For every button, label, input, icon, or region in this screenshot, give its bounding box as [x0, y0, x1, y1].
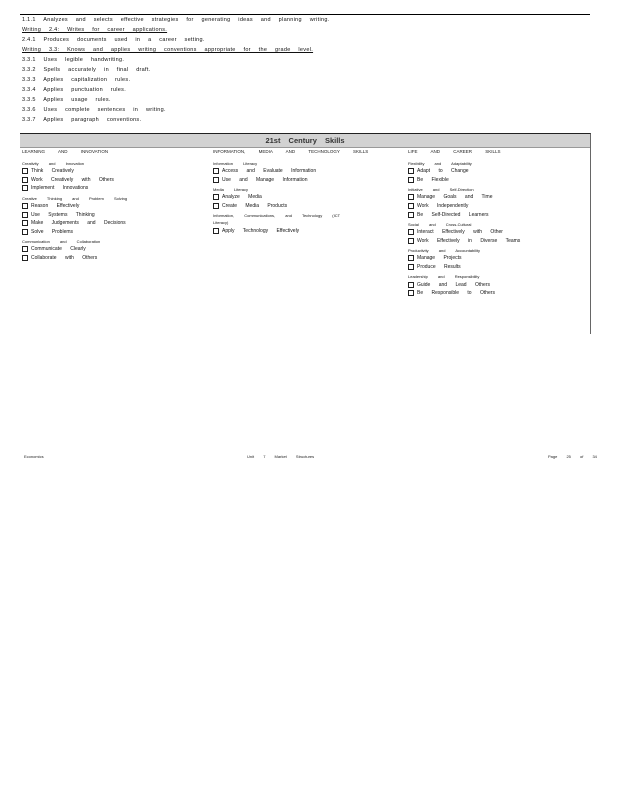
skill-item — [213, 193, 403, 202]
skill-item — [22, 184, 208, 193]
skill-item — [22, 219, 208, 228]
standard-line: 3.3.5 Applies usage rules. — [22, 97, 111, 103]
skill-label: Think Creatively — [31, 168, 74, 175]
checkbox[interactable] — [22, 246, 28, 252]
skill-item — [22, 176, 208, 185]
skill-label: Work Independently — [417, 203, 469, 210]
skill-item — [22, 202, 208, 211]
checkbox[interactable] — [213, 177, 219, 183]
checkbox[interactable] — [22, 212, 28, 218]
checkbox[interactable] — [22, 185, 28, 191]
skill-label: Use and Manage Information — [222, 176, 308, 183]
skill-item — [408, 280, 588, 289]
skill-label: Communicate Clearly — [31, 246, 86, 253]
group-title: Information Literacy — [213, 161, 258, 166]
checkbox[interactable] — [408, 264, 414, 270]
skill-label: Interact Effectively with Other — [417, 229, 503, 236]
checkbox[interactable] — [22, 168, 28, 174]
checkbox[interactable] — [22, 229, 28, 235]
standard-line: 3.3.3 Applies capitalization rules. — [22, 77, 131, 83]
group-title: Creative Thinking and Problem Solving — [22, 195, 128, 201]
skill-label: Create Media Products — [222, 203, 288, 210]
skill-item — [408, 210, 588, 219]
skill-item — [408, 202, 588, 211]
skill-item — [213, 167, 403, 176]
skill-label: Reason Effectively — [31, 203, 80, 210]
skill-item — [408, 263, 588, 272]
skill-item — [408, 228, 588, 237]
skill-label: Work Effectively in Diverse Teams — [417, 237, 521, 244]
skill-label: Solve Problems — [31, 228, 74, 235]
column-information-media-technology — [213, 148, 403, 235]
skill-label: Analyze Media — [222, 194, 262, 201]
checkbox[interactable] — [408, 212, 414, 218]
skill-label: Adapt to Change — [417, 168, 469, 175]
skill-item — [408, 254, 588, 263]
checkbox[interactable] — [408, 255, 414, 261]
skill-label: Make Judgements and Decisions — [31, 220, 126, 227]
skill-label: Be Flexible — [417, 176, 449, 183]
group-title: Initiative and Self-Direction — [408, 187, 474, 193]
skill-item — [408, 289, 588, 298]
skill-item — [22, 254, 208, 263]
footer-unit: Unit 7 Market Structures — [247, 454, 315, 459]
skill-item — [408, 176, 588, 185]
standard-heading: Writing 2.4: Writes for career applications. — [22, 27, 168, 33]
checkbox[interactable] — [408, 238, 414, 244]
standard-heading: Writing 3.3: Knows and applies writing conventions appropriate for the grade level. — [22, 47, 314, 53]
checkbox[interactable] — [408, 203, 414, 209]
skill-label: Use Systems Thinking — [31, 211, 95, 218]
standard-line: 3.3.2 Spells accurately in final draft. — [22, 67, 151, 73]
checkbox[interactable] — [22, 255, 28, 261]
skill-item — [408, 193, 588, 202]
group-title: Leadership and Responsibility — [408, 274, 480, 280]
skill-item — [22, 245, 208, 254]
skill-label: Implement Innovations — [31, 185, 89, 192]
column-heading: INFORMATION, MEDIA AND TECHNOLOGY SKILLS — [213, 149, 369, 154]
skill-label: Access and Evaluate Information — [222, 168, 317, 175]
standard-line: 1.1.1 Analyzes and selects effective strategies for generating ideas and planning writing. — [22, 17, 330, 23]
skill-item — [22, 167, 208, 176]
skill-label: Apply Technology Effectively — [222, 227, 300, 234]
column-heading: LEARNING AND INNOVATION — [22, 149, 109, 154]
checkbox[interactable] — [408, 290, 414, 296]
checkbox[interactable] — [22, 203, 28, 209]
skill-label: Be Self-Directed Learners — [417, 211, 489, 218]
checkbox[interactable] — [22, 220, 28, 226]
skill-label: Be Responsible to Others — [417, 290, 495, 297]
standard-line: 3.3.4 Applies punctuation rules. — [22, 87, 127, 93]
checkbox[interactable] — [213, 228, 219, 234]
standard-line: 3.3.6 Uses complete sentences in writing. — [22, 107, 166, 113]
skill-label: Manage Projects — [417, 255, 462, 262]
group-title: Media Literacy — [213, 187, 249, 193]
checkbox[interactable] — [22, 177, 28, 183]
skill-item — [213, 176, 403, 185]
skill-label: Guide and Lead Others — [417, 281, 490, 288]
checkbox[interactable] — [213, 194, 219, 200]
standard-line: 3.3.1 Uses legible handwriting. — [22, 57, 125, 63]
checkbox[interactable] — [213, 168, 219, 174]
group-title: Productivity and Accountability — [408, 248, 481, 254]
standard-line: 3.3.7 Applies paragraph conventions. — [22, 117, 142, 123]
column-learning-innovation — [22, 148, 208, 262]
skill-item — [22, 210, 208, 219]
group-title: Creativity and Innovation — [22, 161, 85, 166]
checkbox[interactable] — [408, 229, 414, 235]
skill-label: Work Creatively with Others — [31, 176, 114, 183]
skill-item — [213, 202, 403, 211]
checkbox[interactable] — [408, 168, 414, 174]
group-title: Flexibility and Adaptability — [408, 161, 472, 166]
skill-item — [213, 226, 403, 235]
checkbox[interactable] — [408, 282, 414, 288]
skill-label: Produce Results — [417, 264, 461, 271]
skill-item — [408, 237, 588, 246]
skill-label: Manage Goals and Time — [417, 194, 493, 201]
skill-item — [22, 228, 208, 237]
checkbox[interactable] — [408, 194, 414, 200]
standards-list — [22, 15, 402, 125]
footer-course: Economics — [24, 454, 44, 459]
group-title: Information, Communications, and Technology (ICT Literacy) — [213, 213, 341, 226]
column-heading: LIFE AND CAREER SKILLS — [408, 149, 501, 154]
skill-item — [408, 167, 588, 176]
checkbox[interactable] — [213, 203, 219, 209]
skills-table-title: 21st Century Skills — [20, 134, 590, 148]
skills-table — [20, 133, 591, 334]
skill-label: Collaborate with Others — [31, 255, 98, 262]
column-life-career — [408, 148, 588, 298]
checkbox[interactable] — [408, 177, 414, 183]
group-title: Communication and Collaboration — [22, 239, 101, 245]
footer-page-number: Page 25 of 34 — [548, 454, 597, 459]
standard-line: 2.4.1 Produces documents used in a career setting. — [22, 37, 205, 43]
group-title: Social and Cross-Cultural — [408, 221, 472, 227]
